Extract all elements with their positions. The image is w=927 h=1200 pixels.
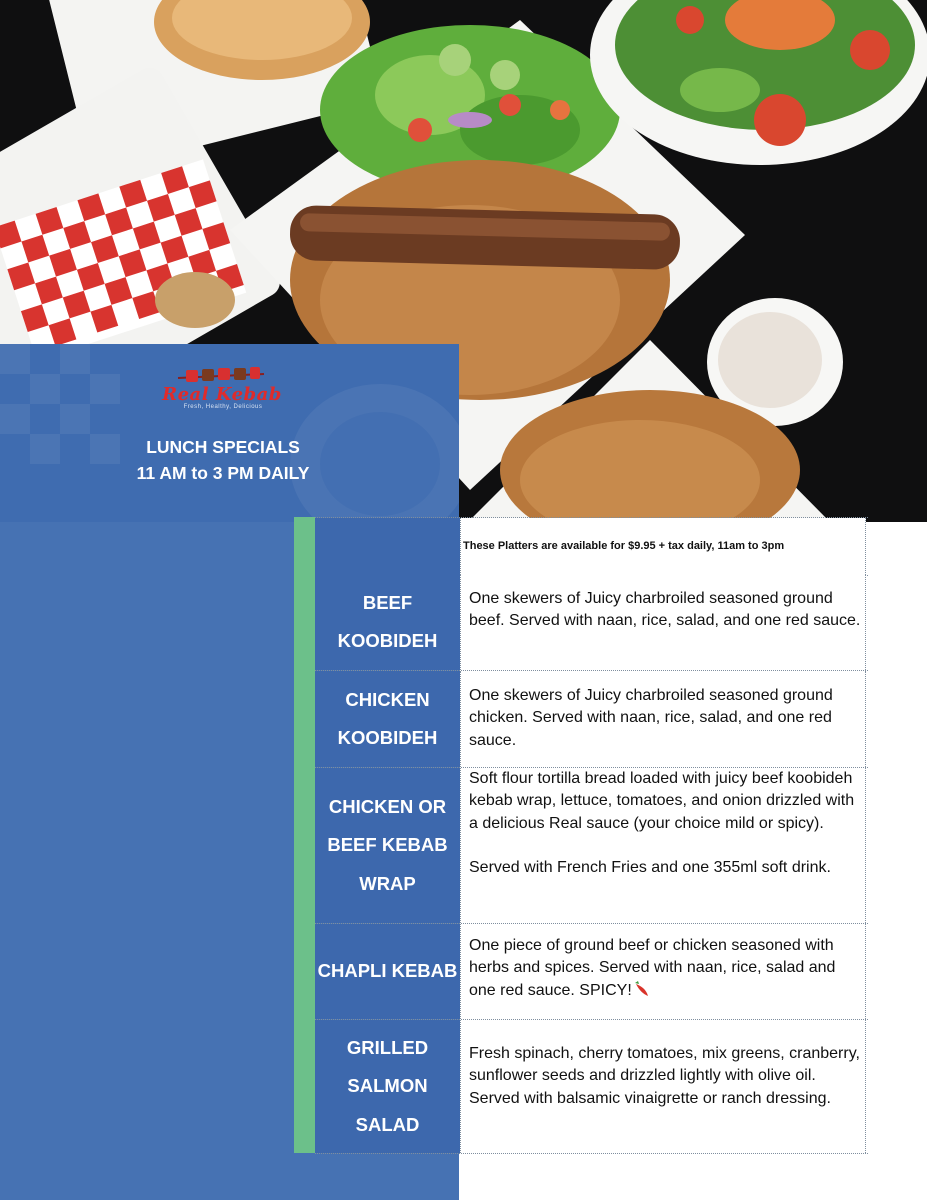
table-row [315,671,868,768]
brand-tagline: Fresh, Healthy, Delicious [183,404,263,410]
item-description: One piece of ground beef or chicken seasoned with herbs and spices. Served with naan, rice, salad and one red sauce. SPICY! [469,937,836,999]
table-row [315,574,868,671]
item-description-cell [460,924,866,1019]
table-header-row [315,517,868,576]
item-name: CHAPLI KEBAB [315,924,460,1019]
brand-name: Real Kebab [162,384,282,405]
heading-line-1: LUNCH SPECIALS [146,437,300,457]
item-name: BEEF KOOBIDEH [315,574,460,670]
table-row [315,924,868,1020]
heading-line-2: 11 AM to 3 PM DAILY [136,463,310,483]
chili-pepper-icon [633,980,651,998]
price-note: These Platters are available for $9.95 + tax daily, 11am to 3pm [460,518,866,575]
green-accent-bar [294,517,315,1153]
item-description: One skewers of Juicy charbroiled seasoned ground beef. Served with naan, rice, salad, and one red sauce. [460,574,866,670]
item-name: CHICKEN KOOBIDEH [315,671,460,767]
lunch-specials-heading [100,434,346,486]
table-row [315,1020,868,1154]
header-name-cell [315,518,460,575]
item-description: Soft flour tortilla bread loaded with juicy beef koobideh kebab wrap, lettuce, tomatoes, and onion drizzled with a delicious Real sauce (your choice mild or spicy). Served with French Fries and one 355ml soft drink. [460,768,866,923]
item-description: Fresh spinach, cherry tomatoes, mix greens, cranberry, sunflower seeds and drizzled lightly with olive oil. Served with balsamic vinaigrette or ranch dressing. [460,1020,866,1153]
item-name: GRILLED SALMON SALAD [315,1020,460,1153]
brand-logo [160,360,284,420]
item-description: One skewers of Juicy charbroiled seasoned ground chicken. Served with naan, rice, salad, and one red sauce. [460,671,866,767]
item-name: CHICKEN OR BEEF KEBAB WRAP [315,768,460,923]
table-row [315,768,868,924]
